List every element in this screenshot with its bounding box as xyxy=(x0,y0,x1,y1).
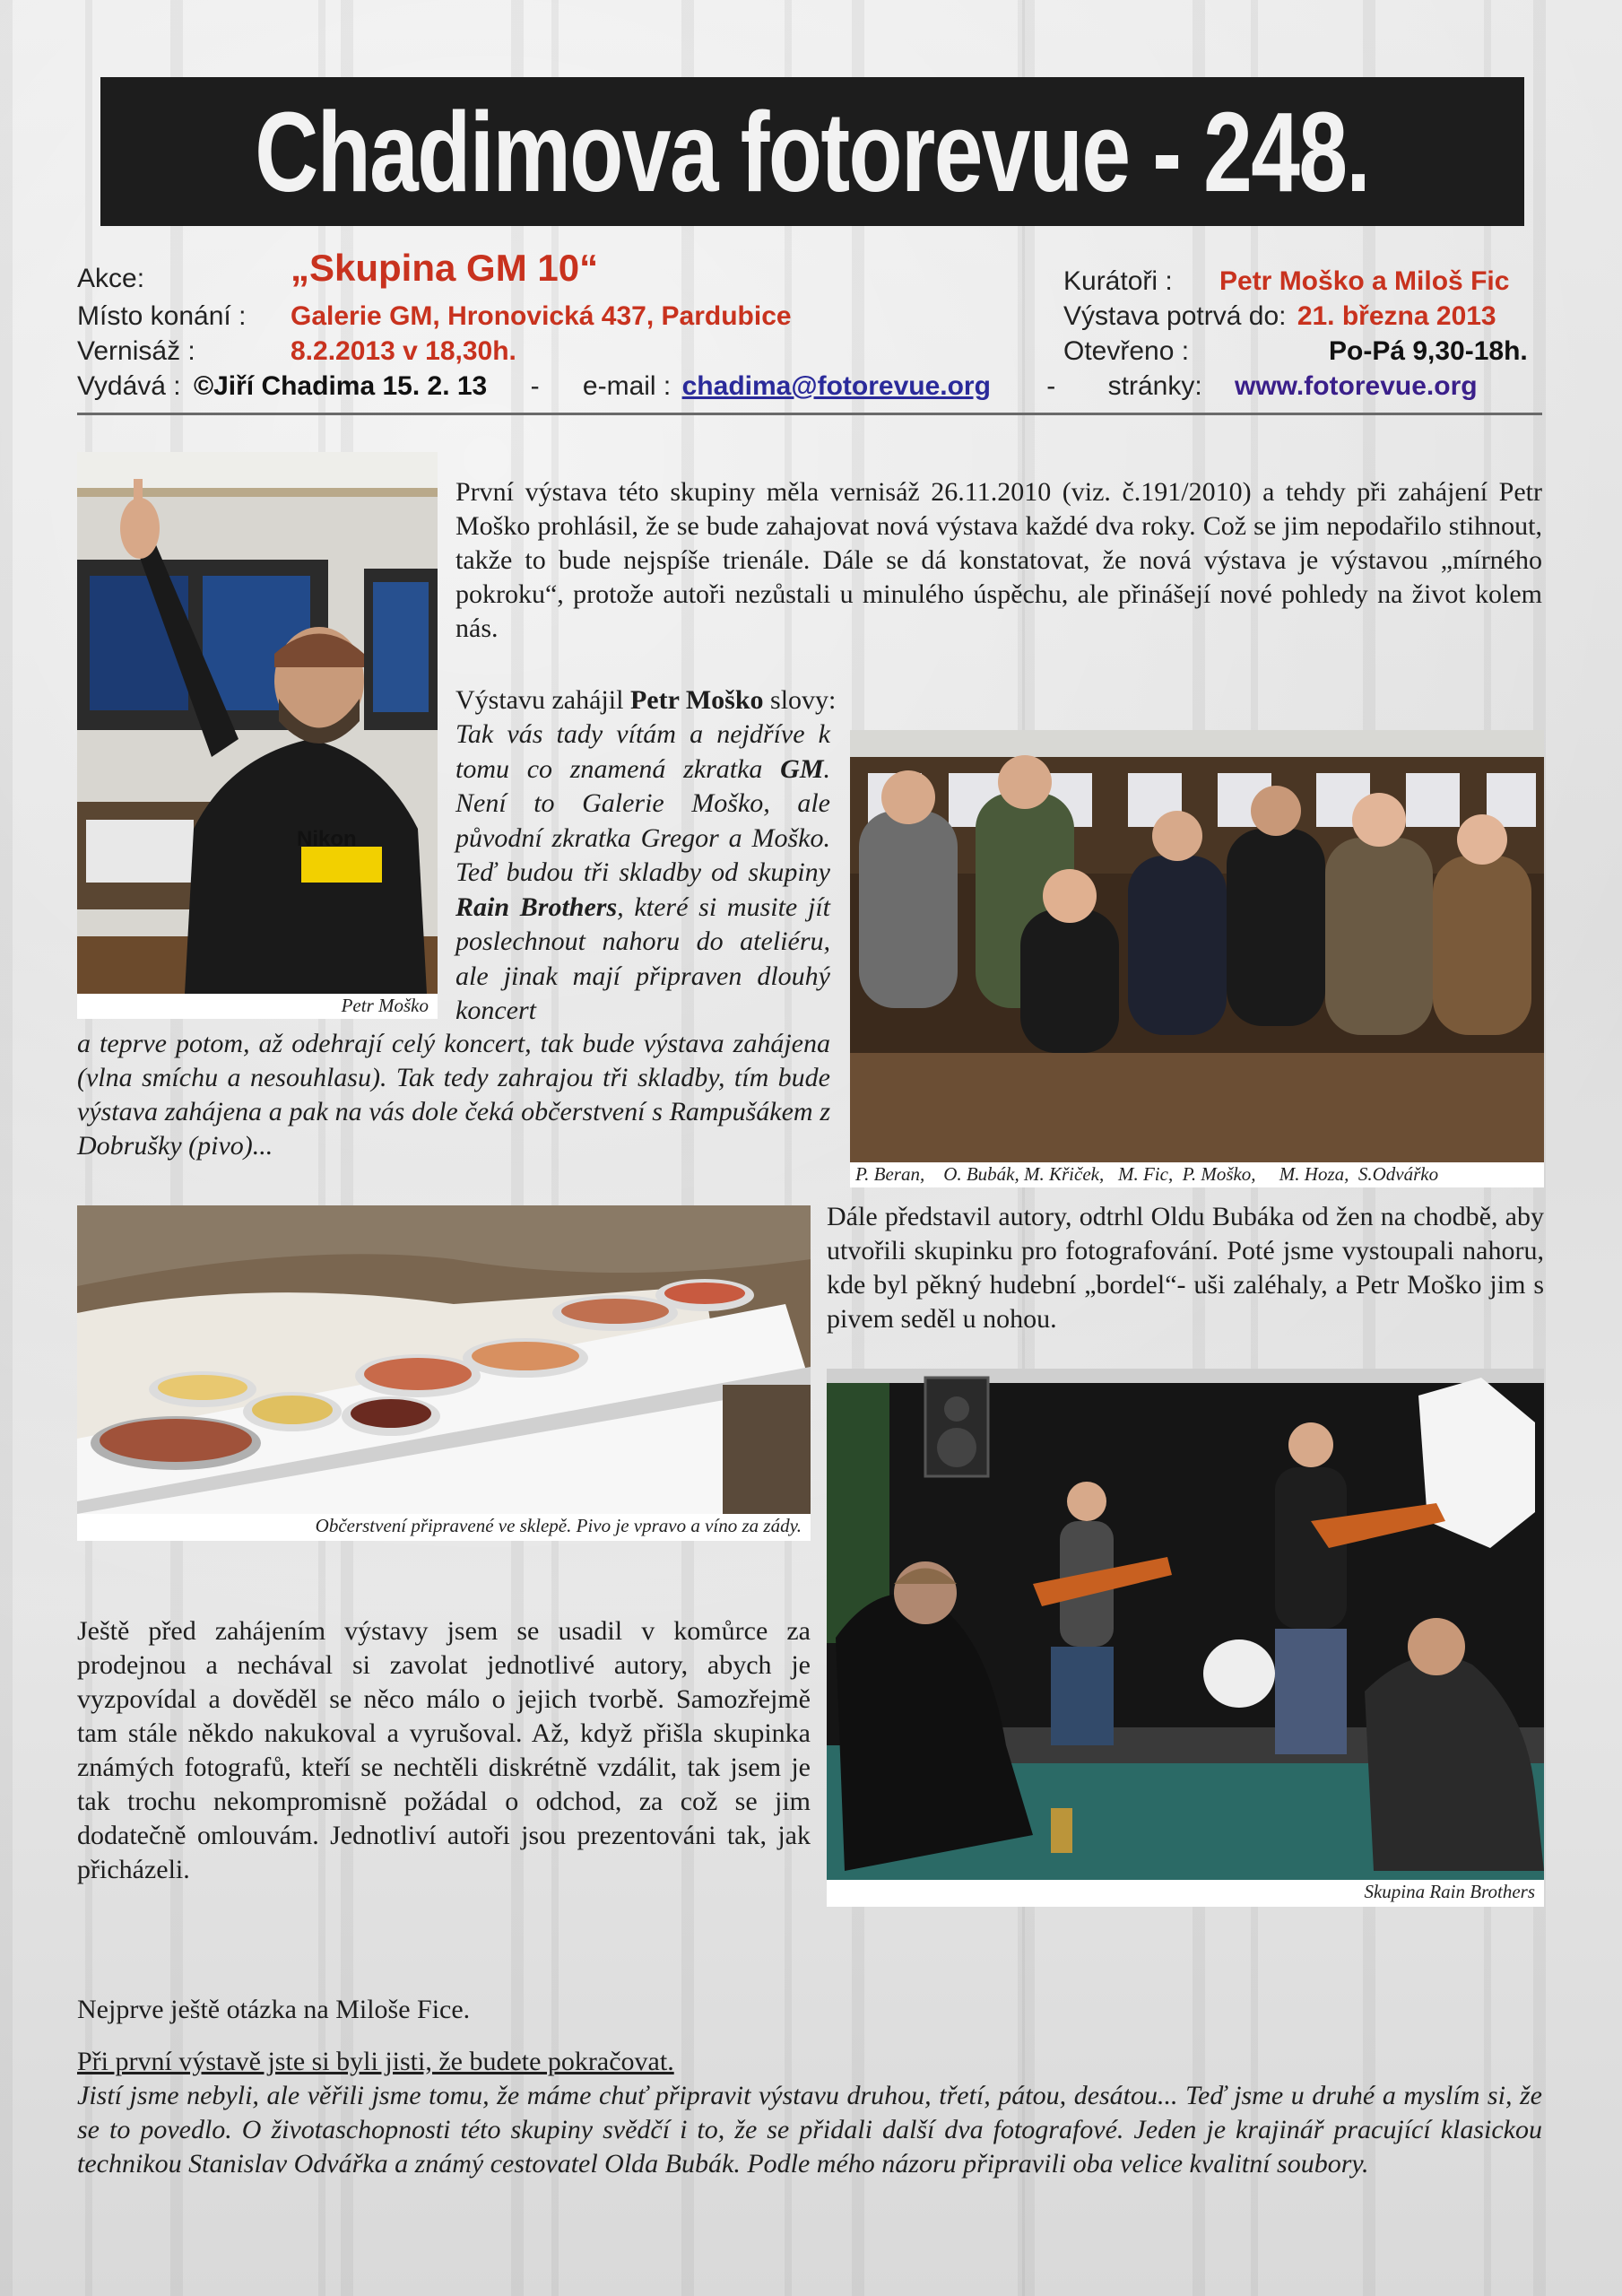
interview-answer: Jistí jsme nebyli, ale věřili jsme tomu, že máme chuť připravit výstavu druhou, třetí, pátou, desátou... Teď jsme u druhé a myslím si, že se to povedlo. O životaschopnosti této skupiny svědčí i to, že se přidali další dva fotografové. Jeden je krajinář pracující klasickou technikou Stanislav Odvářka a známý cestovatel Olda Bubák. Podle mého názoru připravili oba velice kvalitní soubory. xyxy=(77,2081,1542,2179)
speech-part-2: . Není to Galerie Moško, ale původní zkratka Gregor a Moško. Teď budou tři skladby od skupiny xyxy=(455,753,830,887)
speech-part-3: , které si musite jít poslechnout nahoru do ateliéru, ale jinak mají připraven dlouhý koncert xyxy=(455,891,831,1025)
komurka-paragraph: Ještě před zahájením výstavy jsem se usadil v komůrce za prodejnou a nechával si zavolat jednotlivé autory, abych je vyzpovídal a dověděl se něco málo o jejich tvorbě. Samozřejmě tam stále někdo nakukoval a vyrušoval. Až, když přišla skupinka známých fotografů, kteří se nechtěli diskrétně vzdálit, tak jsem je tak trochu nekompromisně požádal o odchod, za což se jim dodatečně omlouvám. Jednotliví autoři jsou prezentováni tak, jak přicházeli. xyxy=(77,1616,811,1884)
page-title: Chadimova fotorevue - 248. xyxy=(255,88,1370,215)
question-intro: Nejprve ještě otázka na Miloše Fice. xyxy=(77,1995,471,2024)
caption-band: Skupina Rain Brothers xyxy=(827,1880,1544,1907)
vydava-value: ©Jiří Chadima 15. 2. 13 xyxy=(193,371,488,401)
website-link[interactable]: www.fotorevue.org xyxy=(1235,371,1478,401)
otevreno-value: Po-Pá 9,30-18h. xyxy=(1329,336,1528,366)
speech-paragraph xyxy=(455,718,830,1029)
interview-question: Při první výstavě jste si byli jisti, že budete pokračovat. xyxy=(77,2047,674,2076)
info-kuratori xyxy=(1063,265,1173,299)
info-akce xyxy=(77,262,144,296)
opening-line xyxy=(455,683,904,718)
opening-name: Petr Moško xyxy=(629,685,764,715)
caption-petr-mosko: Petr Moško xyxy=(77,994,438,1019)
akce-label: Akce: xyxy=(77,264,145,293)
photo-group xyxy=(850,730,1544,1162)
info-potrva xyxy=(1063,300,1496,334)
caption-group: P. Beran, O. Bubák, M. Křiček, M. Fic, P. Moško, M. Hoza, S.Odvářko xyxy=(850,1162,1544,1187)
email-label: e-mail : xyxy=(582,371,672,401)
photo-band xyxy=(827,1369,1544,1880)
info-kuratori-value xyxy=(1219,265,1509,299)
kuratori-value: Petr Moško a Miloš Fic xyxy=(1219,266,1510,296)
info-vydava-row xyxy=(77,370,1542,404)
after-group-paragraph: Dále představil autory, odtrhl Oldu Bubáka od žen na chodbě, aby utvořili skupinku pro fotografování. Poté jsme vystoupali nahoru, kde byl pěkný hudební „bordel“- uši zaléhaly, a Petr Moško jim s pivem seděl u nohou. xyxy=(827,1202,1544,1334)
otevreno-label: Otevřeno : xyxy=(1063,336,1190,366)
vernisaz-value: 8.2.2013 v 18,30h. xyxy=(291,336,516,366)
speech-gm: GM xyxy=(780,753,824,784)
potrva-label: Výstava potrvá do: xyxy=(1063,301,1287,331)
opening-prefix: Výstavu zahájil xyxy=(455,685,624,715)
speech-band: Rain Brothers xyxy=(455,891,618,922)
info-misto xyxy=(77,300,246,334)
kuratori-label: Kurátoři : xyxy=(1063,266,1173,296)
vernisaz-label: Vernisáž : xyxy=(77,336,195,366)
vydava-label: Vydává : xyxy=(77,371,181,401)
photo-petr-mosko-image xyxy=(77,452,438,994)
photo-food xyxy=(77,1205,811,1514)
misto-value: Galerie GM, Hronovická 437, Pardubice xyxy=(291,301,792,331)
misto-label: Místo konání : xyxy=(77,301,247,331)
photo-food-image xyxy=(77,1205,811,1514)
photo-petr-mosko xyxy=(77,452,438,994)
info-vernisaz-value xyxy=(291,335,516,369)
dash-separator: - xyxy=(530,371,540,401)
info-akce-value xyxy=(291,247,599,290)
speech-continuation: a teprve potom, až odehrají celý koncert, tak bude výstava zahájena (vlna smíchu a nesouhlasu). Tak tedy zahrajou tři skladby, tím bude výstava zahájena a pak na vás dole čeká občerstvení s Rampušákem z Dobrušky (pivo)... xyxy=(77,1029,830,1161)
email-link[interactable]: chadima@fotorevue.org xyxy=(681,371,991,401)
speech-part-1: Tak vás tady vítám a nejdříve k tomu co znamená zkratka xyxy=(455,719,830,784)
potrva-value: 21. března 2013 xyxy=(1297,301,1496,331)
info-otevreno xyxy=(1063,335,1189,369)
opening-suffix: slovy: xyxy=(770,685,837,715)
photo-band-image xyxy=(827,1369,1544,1880)
caption-food: Občerstvení připravené ve sklepě. Pivo je vpravo a víno za zády. xyxy=(77,1514,811,1541)
info-vernisaz xyxy=(77,335,195,369)
shirt-logo: Nikon xyxy=(297,827,357,851)
dash-separator: - xyxy=(1046,371,1056,401)
intro-paragraph: První výstava této skupiny měla vernisáž 26.11.2010 (viz. č.191/2010) a tehdy při zahájení Petr Moško prohlásil, že se bude zahajovat nová výstava každé dva roky. Což se jim nepodařilo stihnout, takže to bude nejspíše trienále. Dále se dá konstatovat, že nová výstava je výstavou „mírného pokroku“, protože autoři nezůstali u minulého úspěchu, ale přinášejí nové pohledy na život kolem nás. xyxy=(455,477,1542,643)
header-rule xyxy=(77,413,1542,415)
masthead xyxy=(100,77,1524,226)
stranky-label: stránky: xyxy=(1107,371,1202,401)
photo-group-image xyxy=(850,730,1544,1162)
akce-value: „Skupina GM 10“ xyxy=(291,247,599,289)
info-otevreno-value xyxy=(1329,335,1528,369)
info-misto-value xyxy=(291,300,792,334)
